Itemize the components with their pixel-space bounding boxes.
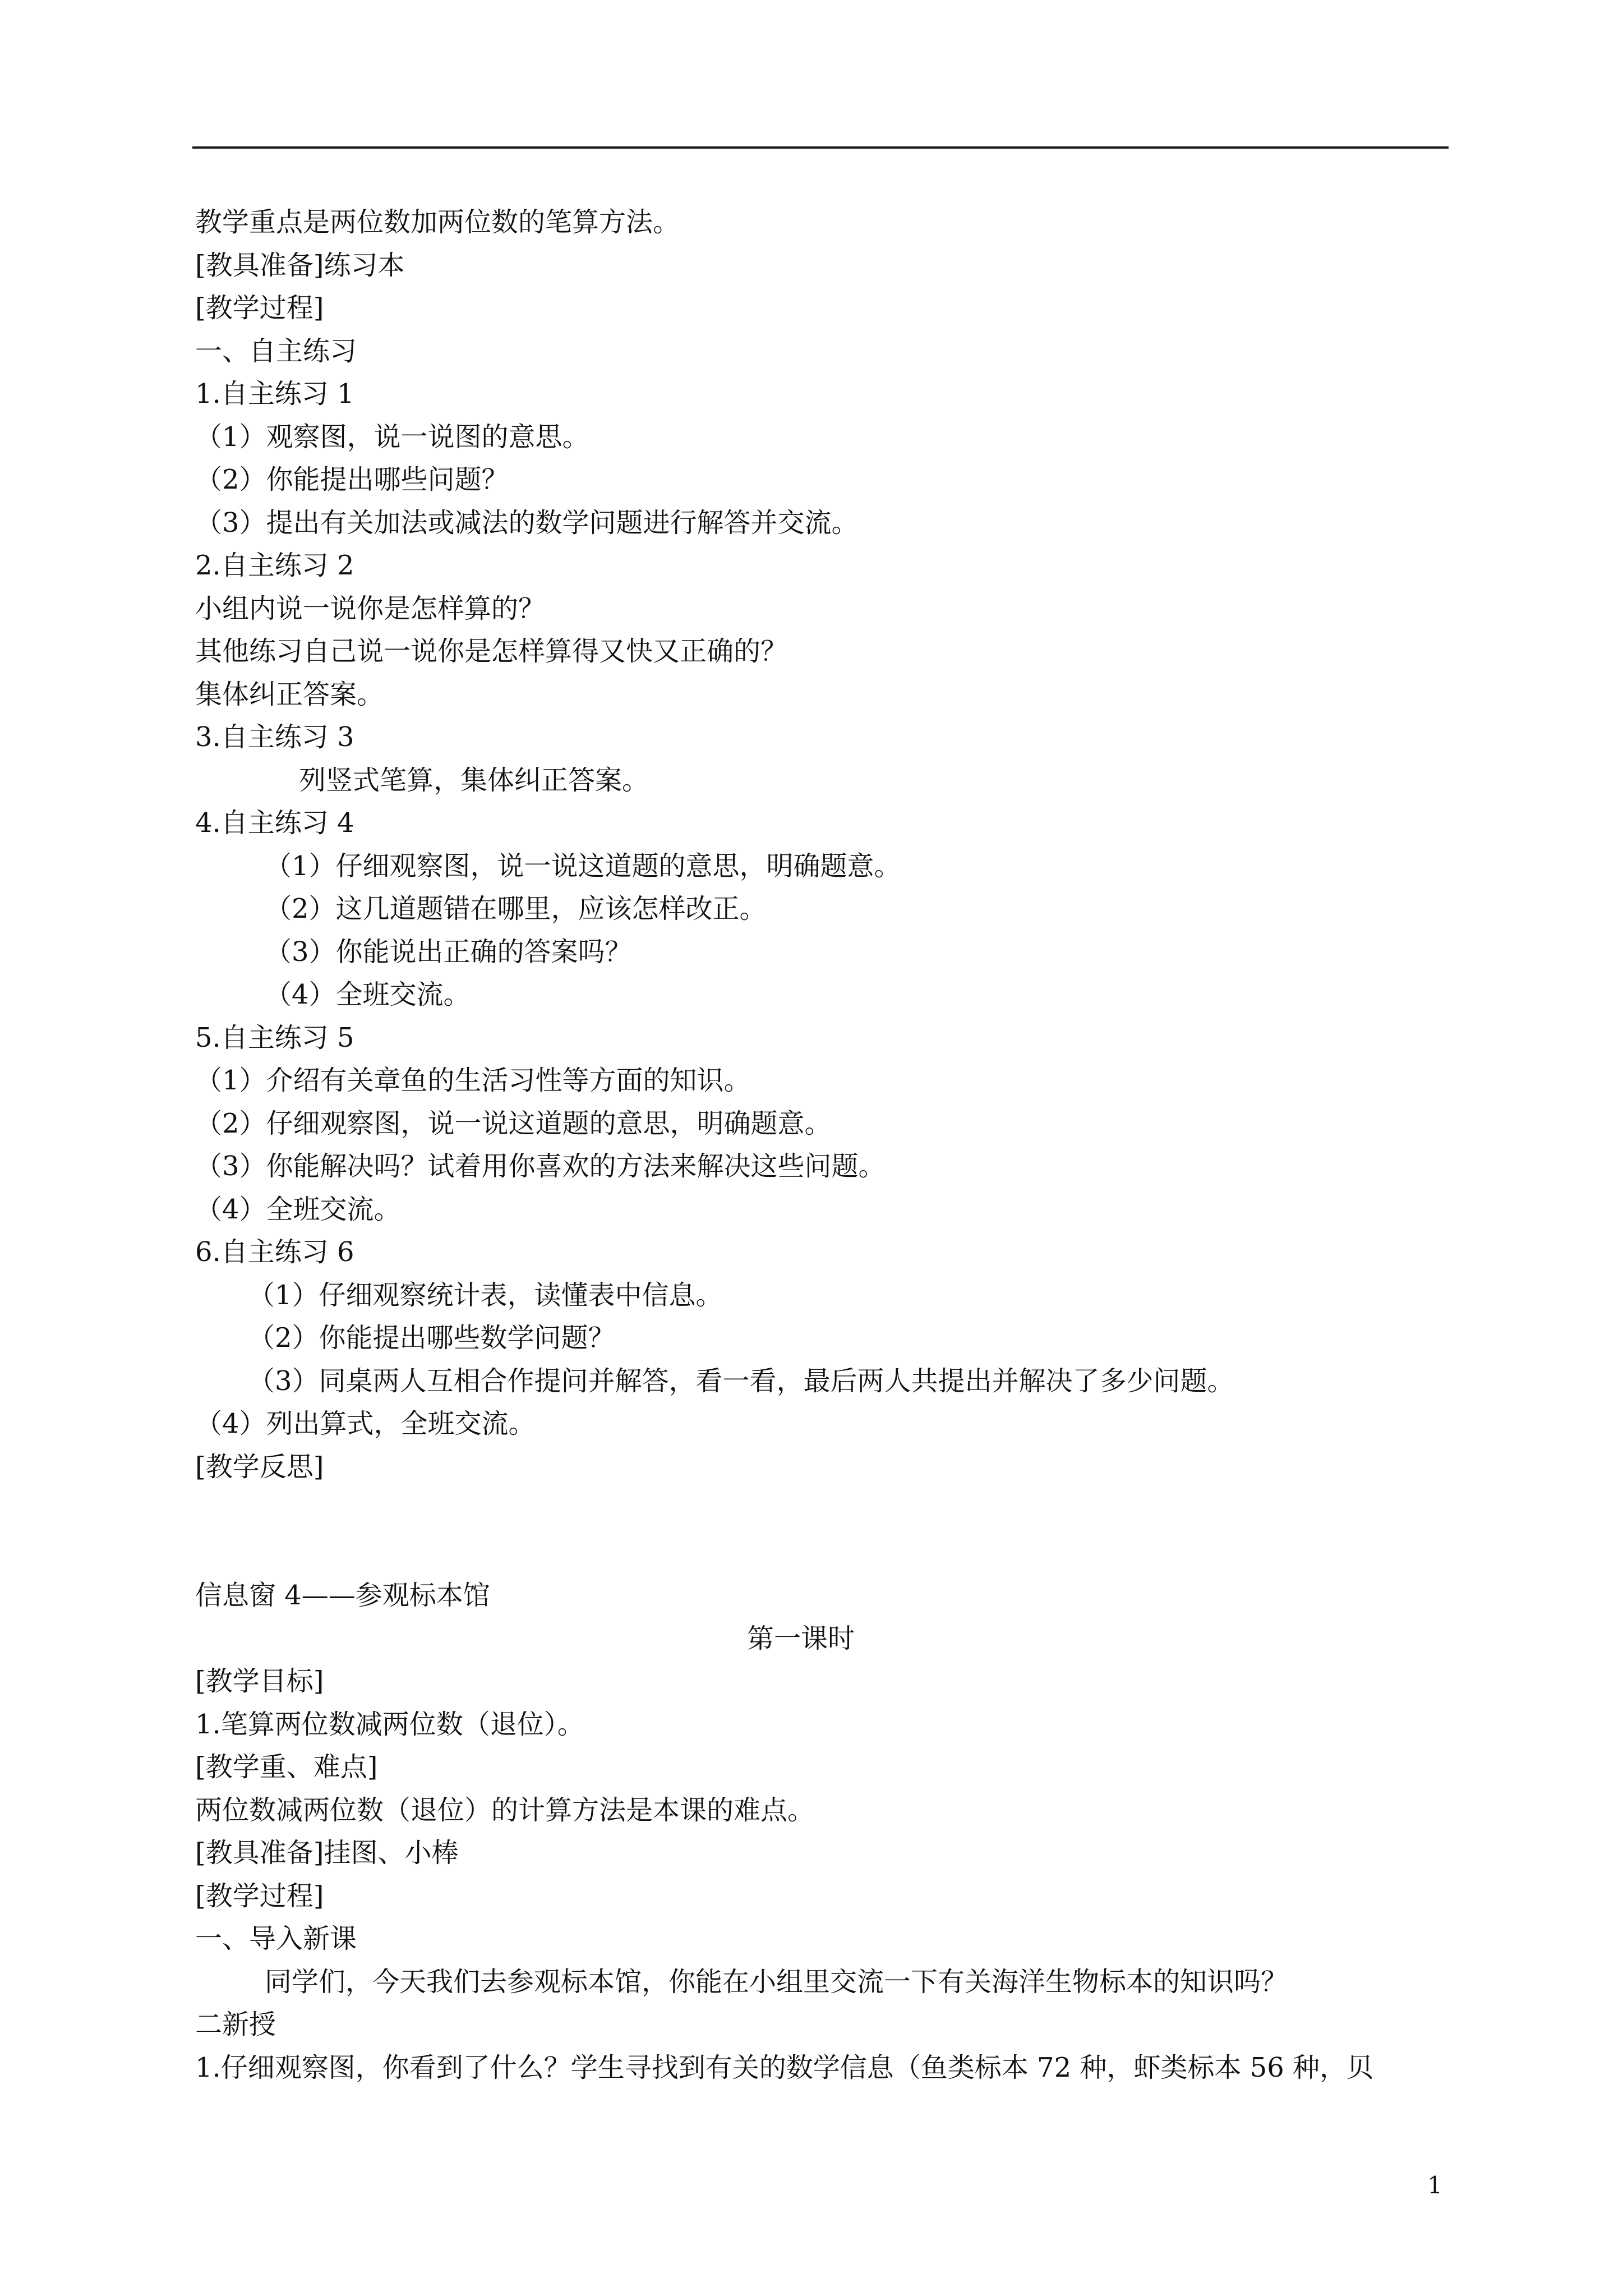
exercise-item: （2）仔细观察图，说一说这道题的意思，明确题意。: [195, 1107, 832, 1139]
exercise-heading: 4.自主练习 4: [195, 807, 354, 839]
part-heading: 一、自主练习: [195, 335, 357, 367]
new-lesson-step: 1.仔细观察图，你看到了什么？学生寻找到有关的数学信息（鱼类标本 72 种，虾类标本 56 种，贝: [195, 2051, 1373, 2083]
exercise-heading: 5.自主练习 5: [195, 1022, 354, 1053]
new-lesson-heading: 二新授: [195, 2009, 276, 2040]
section-title: 信息窗 4——参观标本馆: [195, 1580, 490, 1611]
exercise-item: （4）全班交流。: [265, 979, 471, 1010]
exercise-item: （1）仔细观察图，说一说这道题的意思，明确题意。: [265, 850, 901, 882]
exercise-item: （2）你能提出哪些数学问题？: [248, 1322, 615, 1354]
exercise-item: （1）介绍有关章鱼的生活习性等方面的知识。: [195, 1065, 751, 1096]
exercise-item: （4）全班交流。: [195, 1193, 401, 1225]
process-heading: [教学过程]: [195, 292, 324, 324]
materials-prep: [教具准备]练习本: [195, 249, 405, 281]
exercise-item: （1）观察图，说一说图的意思。: [195, 421, 589, 453]
key-points-text: 两位数减两位数（退位）的计算方法是本课的难点。: [195, 1794, 815, 1826]
exercise-item: （3）提出有关加法或减法的数学问题进行解答并交流。: [195, 507, 859, 539]
exercise-item: （1）仔细观察统计表，读懂表中信息。: [248, 1279, 723, 1311]
intro-text: 同学们，今天我们去参观标本馆，你能在小组里交流一下有关海洋生物标本的知识吗？: [265, 1966, 1288, 1998]
materials-prep: [教具准备]挂图、小棒: [195, 1837, 459, 1869]
page-number: 1: [1427, 2171, 1442, 2199]
exercise-item: （3）你能解决吗？试着用你喜欢的方法来解决这些问题。: [195, 1151, 886, 1182]
exercise-item: （4）列出算式，全班交流。: [195, 1408, 536, 1439]
exercise-text: 集体纠正答案。: [195, 678, 384, 710]
exercise-heading: 3.自主练习 3: [195, 721, 354, 753]
reflection-heading: [教学反思]: [195, 1451, 324, 1483]
exercise-text: 列竖式笔算，集体纠正答案。: [299, 764, 649, 796]
exercise-heading: 1.自主练习 1: [195, 378, 354, 409]
lesson-title: 第一课时: [746, 1622, 855, 1654]
exercise-item: （3）你能说出正确的答案吗？: [265, 936, 632, 968]
exercise-text: 小组内说一说你是怎样算的？: [195, 592, 546, 624]
exercise-heading: 2.自主练习 2: [195, 550, 354, 581]
teaching-focus: 教学重点是两位数加两位数的笔算方法。: [195, 206, 680, 238]
section-gap: [195, 1488, 1451, 1574]
key-points-heading: [教学重、难点]: [195, 1751, 378, 1783]
exercise-item: （2）你能提出哪些问题？: [195, 464, 509, 495]
page-body: [195, 201, 1451, 2089]
exercise-text: 其他练习自己说一说你是怎样算得又快又正确的？: [195, 636, 788, 667]
header-rule: [192, 146, 1449, 149]
intro-heading: 一、导入新课: [195, 1923, 357, 1954]
exercise-item: （3）同桌两人互相合作提问并解答，看一看，最后两人共提出并解决了多少问题。: [248, 1365, 1234, 1397]
exercise-heading: 6.自主练习 6: [195, 1236, 354, 1268]
exercise-item: （2）这几道题错在哪里，应该怎样改正。: [265, 893, 767, 924]
goal-heading: [教学目标]: [195, 1665, 324, 1697]
process-heading: [教学过程]: [195, 1880, 324, 1912]
goal-item: 1.笔算两位数减两位数（退位）。: [195, 1708, 584, 1740]
